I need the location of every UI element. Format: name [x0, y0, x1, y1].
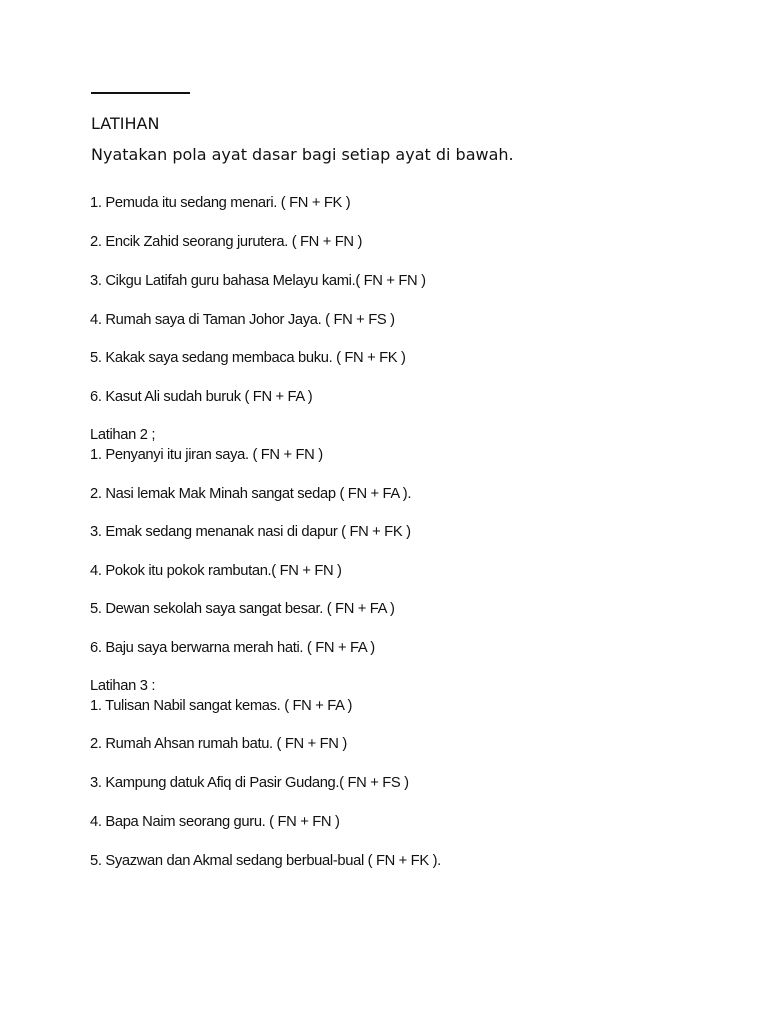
exercise-2-item-1: 1. Penyanyi itu jiran saya. ( FN + FN ) — [90, 446, 323, 463]
exercise-2-item-3: 3. Emak sedang menanak nasi di dapur ( FN + FK ) — [90, 523, 411, 540]
exercise-2-item-6: 6. Baju saya berwarna merah hati. ( FN + FA ) — [90, 639, 375, 656]
section-3-heading: Latihan 3 : — [90, 677, 156, 694]
section-2-heading: Latihan 2 ; — [90, 426, 156, 443]
exercise-3-item-5: 5. Syazwan dan Akmal sedang berbual-bual ( FN + FK ). — [90, 852, 441, 869]
exercise-1-item-6: 6. Kasut Ali sudah buruk ( FN + FA ) — [90, 388, 313, 405]
exercise-3-item-4: 4. Bapa Naim seorang guru. ( FN + FN ) — [90, 813, 340, 830]
exercise-1-item-4: 4. Rumah saya di Taman Johor Jaya. ( FN + FS ) — [90, 311, 395, 328]
exercise-1-item-5: 5. Kakak saya sedang membaca buku. ( FN + FK ) — [90, 349, 406, 366]
exercise-1-item-2: 2. Encik Zahid seorang jurutera. ( FN + FN ) — [90, 233, 363, 250]
page-title: LATIHAN — [91, 114, 160, 133]
exercise-1-item-1: 1. Pemuda itu sedang menari. ( FN + FK ) — [90, 194, 351, 211]
exercise-2-item-5: 5. Dewan sekolah saya sangat besar. ( FN + FA ) — [90, 600, 395, 617]
exercise-2-item-4: 4. Pokok itu pokok rambutan.( FN + FN ) — [90, 562, 342, 579]
exercise-3-item-2: 2. Rumah Ahsan rumah batu. ( FN + FN ) — [90, 735, 347, 752]
instruction: Nyatakan pola ayat dasar bagi setiap ayat di bawah. — [91, 145, 514, 164]
exercise-2-item-2: 2. Nasi lemak Mak Minah sangat sedap ( FN + FA ). — [90, 485, 412, 502]
exercise-1-item-3: 3. Cikgu Latifah guru bahasa Melayu kami.( FN + FN ) — [90, 272, 426, 289]
exercise-3-item-1: 1. Tulisan Nabil sangat kemas. ( FN + FA ) — [90, 697, 353, 714]
top-rule — [91, 92, 190, 94]
exercise-3-item-3: 3. Kampung datuk Afiq di Pasir Gudang.( FN + FS ) — [90, 774, 409, 791]
